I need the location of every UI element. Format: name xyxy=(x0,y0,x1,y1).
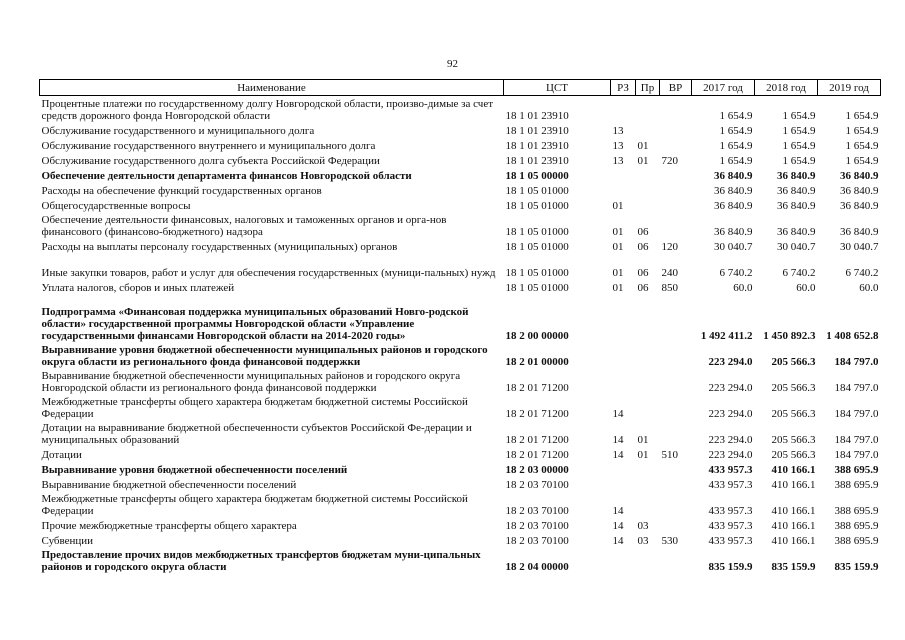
row-rz xyxy=(611,547,636,573)
row-rz xyxy=(611,342,636,368)
row-rz xyxy=(611,182,636,197)
header-2019: 2019 год xyxy=(818,80,881,96)
row-value-2018: 30 040.7 xyxy=(777,241,816,253)
row-cst: 18 1 01 23910 xyxy=(505,155,569,167)
row-value-2018: 36 840.9 xyxy=(777,200,816,212)
row-value-2017: 36 840.9 xyxy=(714,170,753,182)
row-pr xyxy=(636,96,660,123)
row-value-2019: 184 797.0 xyxy=(834,356,879,368)
row-vr xyxy=(660,197,692,212)
row-value-2018: 205 566.3 xyxy=(771,434,816,446)
row-vr xyxy=(660,368,692,394)
row-value-2018: 6 740.2 xyxy=(782,267,816,279)
row-value-2017: 223 294.0 xyxy=(708,408,753,420)
row-value-2018: 36 840.9 xyxy=(777,226,816,238)
header-rz: РЗ xyxy=(611,80,636,96)
row-cst: 18 1 01 23910 xyxy=(505,140,569,152)
row-vr xyxy=(660,167,692,182)
row-rz: 13 xyxy=(612,125,624,137)
row-cst: 18 2 00 00000 xyxy=(505,330,569,342)
row-value-2019: 388 695.9 xyxy=(834,479,879,491)
row-rz: 14 xyxy=(612,434,624,446)
row-rz: 14 xyxy=(612,449,624,461)
row-value-2018: 1 450 892.3 xyxy=(763,330,816,342)
table-body xyxy=(40,96,881,574)
row-vr xyxy=(660,420,692,446)
row-value-2018: 36 840.9 xyxy=(777,185,816,197)
row-vr xyxy=(660,294,692,342)
row-name: Выравнивание бюджетной обеспеченности муниципальных районов и городского округа Новгородской области из регионального фонда финансовой поддержки xyxy=(41,370,461,394)
row-pr xyxy=(636,461,660,476)
budget-table xyxy=(39,79,881,573)
row-cst: 18 2 03 70100 xyxy=(505,479,569,491)
row-name: Обеспечение деятельности финансовых, налоговых и таможенных органов и орга-нов финансового (финансово-бюджетного) надзора xyxy=(41,214,447,238)
row-pr: 03 xyxy=(637,535,649,547)
row-value-2017: 433 957.3 xyxy=(708,464,753,476)
row-cst: 18 2 04 00000 xyxy=(505,561,569,573)
table-row xyxy=(40,446,881,461)
row-vr xyxy=(660,491,692,517)
row-value-2019: 6 740.2 xyxy=(845,267,879,279)
table-row xyxy=(40,253,881,279)
row-rz: 13 xyxy=(612,155,624,167)
row-value-2018: 1 654.9 xyxy=(782,125,816,137)
row-value-2019: 1 654.9 xyxy=(845,140,879,152)
row-value-2019: 184 797.0 xyxy=(834,408,879,420)
row-rz: 01 xyxy=(612,226,624,238)
row-value-2018: 205 566.3 xyxy=(771,356,816,368)
row-cst: 18 1 05 01000 xyxy=(505,200,569,212)
header-cst: ЦСТ xyxy=(504,80,611,96)
row-cst: 18 2 01 00000 xyxy=(505,356,569,368)
row-value-2017: 223 294.0 xyxy=(708,382,753,394)
row-value-2018: 410 166.1 xyxy=(771,535,816,547)
row-value-2017: 30 040.7 xyxy=(714,241,753,253)
header-pr: Пр xyxy=(636,80,660,96)
row-value-2018: 1 654.9 xyxy=(782,110,816,122)
row-name: Обслуживание государственного внутреннего и муниципального долга xyxy=(41,140,376,152)
row-value-2017: 835 159.9 xyxy=(708,561,753,573)
row-name: Дотации на выравнивание бюджетной обеспеченности субъектов Российской Фе-дерации и муниципальных образований xyxy=(41,422,472,446)
row-cst: 18 2 01 71200 xyxy=(505,408,569,420)
row-value-2019: 184 797.0 xyxy=(834,434,879,446)
page-number: 92 xyxy=(447,58,458,70)
table-row xyxy=(40,122,881,137)
row-value-2017: 433 957.3 xyxy=(708,535,753,547)
table-row xyxy=(40,491,881,517)
table-row xyxy=(40,182,881,197)
row-cst: 18 1 01 23910 xyxy=(505,125,569,137)
row-value-2019: 1 654.9 xyxy=(845,110,879,122)
row-name: Уплата налогов, сборов и иных платежей xyxy=(41,282,235,294)
row-value-2017: 36 840.9 xyxy=(714,200,753,212)
row-value-2017: 1 654.9 xyxy=(719,155,753,167)
row-value-2019: 60.0 xyxy=(859,282,879,294)
row-value-2017: 1 492 411.2 xyxy=(700,330,753,342)
row-rz: 14 xyxy=(612,520,624,532)
row-rz xyxy=(611,96,636,123)
row-pr: 06 xyxy=(637,282,649,294)
row-value-2018: 410 166.1 xyxy=(771,464,816,476)
row-value-2018: 1 654.9 xyxy=(782,155,816,167)
row-pr xyxy=(636,294,660,342)
table-row xyxy=(40,96,881,123)
table-row xyxy=(40,368,881,394)
row-rz: 14 xyxy=(612,408,624,420)
row-rz xyxy=(611,294,636,342)
row-pr: 06 xyxy=(637,241,649,253)
row-value-2017: 1 654.9 xyxy=(719,125,753,137)
row-name: Прочие межбюджетные трансферты общего характера xyxy=(41,520,297,532)
row-value-2019: 1 654.9 xyxy=(845,125,879,137)
row-name: Общегосударственные вопросы xyxy=(41,200,191,212)
row-name: Иные закупки товаров, работ и услуг для обеспечения государственных (муници-пальных) нужд xyxy=(41,267,496,279)
row-value-2018: 410 166.1 xyxy=(771,520,816,532)
row-rz xyxy=(611,461,636,476)
row-value-2019: 36 840.9 xyxy=(840,170,879,182)
row-name: Обслуживание государственного и муниципального долга xyxy=(41,125,315,137)
row-rz xyxy=(611,368,636,394)
row-value-2019: 1 654.9 xyxy=(845,155,879,167)
row-name: Выравнивание бюджетной обеспеченности поселений xyxy=(41,479,297,491)
table-row xyxy=(40,197,881,212)
row-vr: 530 xyxy=(661,535,678,547)
row-rz: 13 xyxy=(612,140,624,152)
row-name: Подпрограмма «Финансовая поддержка муниципальных образований Новго-родской области» государственной программы Новгородской области «Управление государственными финансами Новгородской области на 2014-2020 годы» xyxy=(41,306,469,342)
row-vr xyxy=(660,461,692,476)
header-2018: 2018 год xyxy=(755,80,818,96)
row-cst: 18 2 03 70100 xyxy=(505,505,569,517)
row-vr xyxy=(660,517,692,532)
row-name: Расходы на обеспечение функций государственных органов xyxy=(41,185,322,197)
row-name: Межбюджетные трансферты общего характера бюджетам бюджетной системы Российской Федерации xyxy=(41,493,468,517)
row-pr: 01 xyxy=(637,434,649,446)
row-vr xyxy=(660,96,692,123)
row-cst: 18 1 05 01000 xyxy=(505,226,569,238)
table-row xyxy=(40,394,881,420)
row-vr xyxy=(660,547,692,573)
row-value-2019: 36 840.9 xyxy=(840,185,879,197)
row-pr: 03 xyxy=(637,520,649,532)
row-value-2017: 36 840.9 xyxy=(714,185,753,197)
row-value-2017: 223 294.0 xyxy=(708,434,753,446)
header-name: Наименование xyxy=(40,80,504,96)
row-vr xyxy=(660,122,692,137)
row-vr xyxy=(660,212,692,238)
row-cst: 18 2 03 00000 xyxy=(505,464,569,476)
header-2017: 2017 год xyxy=(692,80,755,96)
header-vr: ВР xyxy=(660,80,692,96)
row-value-2017: 433 957.3 xyxy=(708,479,753,491)
row-value-2019: 388 695.9 xyxy=(834,464,879,476)
row-pr xyxy=(636,476,660,491)
table-row xyxy=(40,294,881,342)
row-pr xyxy=(636,342,660,368)
table-row xyxy=(40,137,881,152)
row-vr xyxy=(660,342,692,368)
row-pr xyxy=(636,167,660,182)
row-cst: 18 1 05 00000 xyxy=(505,170,569,182)
table-row xyxy=(40,461,881,476)
row-cst: 18 2 01 71200 xyxy=(505,382,569,394)
table-row xyxy=(40,547,881,573)
row-cst: 18 1 05 01000 xyxy=(505,282,569,294)
row-vr: 510 xyxy=(661,449,678,461)
row-pr xyxy=(636,182,660,197)
row-cst: 18 1 01 23910 xyxy=(505,110,569,122)
row-name: Выравнивание уровня бюджетной обеспеченности поселений xyxy=(41,464,348,476)
row-cst: 18 2 03 70100 xyxy=(505,520,569,532)
row-rz: 14 xyxy=(612,505,624,517)
row-name: Выравнивание уровня бюджетной обеспеченности муниципальных районов и городского округа области из регионального фонда финансовой поддержки xyxy=(41,344,488,368)
row-value-2017: 6 740.2 xyxy=(719,267,753,279)
table-row xyxy=(40,238,881,253)
row-vr xyxy=(660,394,692,420)
row-vr: 720 xyxy=(661,155,678,167)
row-pr xyxy=(636,368,660,394)
row-value-2018: 410 166.1 xyxy=(771,505,816,517)
row-value-2019: 184 797.0 xyxy=(834,449,879,461)
row-pr xyxy=(636,197,660,212)
row-pr xyxy=(636,547,660,573)
table-header-row xyxy=(40,80,881,96)
row-rz: 01 xyxy=(612,241,624,253)
row-vr: 240 xyxy=(661,267,678,279)
table-row xyxy=(40,476,881,491)
row-cst: 18 2 03 70100 xyxy=(505,535,569,547)
row-cst: 18 1 05 01000 xyxy=(505,267,569,279)
row-name: Субвенции xyxy=(41,535,94,547)
row-vr: 120 xyxy=(661,241,678,253)
row-cst: 18 1 05 01000 xyxy=(505,185,569,197)
row-vr xyxy=(660,182,692,197)
row-name: Межбюджетные трансферты общего характера бюджетам бюджетной системы Российской Федерации xyxy=(41,396,468,420)
row-value-2019: 30 040.7 xyxy=(840,241,879,253)
row-pr: 06 xyxy=(637,226,649,238)
row-cst: 18 2 01 71200 xyxy=(505,449,569,461)
row-rz: 01 xyxy=(612,200,624,212)
row-cst: 18 2 01 71200 xyxy=(505,434,569,446)
row-name: Дотации xyxy=(41,449,82,461)
row-value-2019: 388 695.9 xyxy=(834,520,879,532)
row-rz: 14 xyxy=(612,535,624,547)
row-value-2019: 835 159.9 xyxy=(834,561,879,573)
row-rz: 01 xyxy=(612,267,624,279)
row-value-2018: 205 566.3 xyxy=(771,449,816,461)
row-pr xyxy=(636,491,660,517)
row-value-2017: 1 654.9 xyxy=(719,110,753,122)
row-cst: 18 1 05 01000 xyxy=(505,241,569,253)
row-value-2018: 410 166.1 xyxy=(771,479,816,491)
row-value-2017: 36 840.9 xyxy=(714,226,753,238)
table-row xyxy=(40,279,881,294)
table-row xyxy=(40,342,881,368)
row-rz xyxy=(611,476,636,491)
row-value-2017: 223 294.0 xyxy=(708,449,753,461)
row-value-2019: 36 840.9 xyxy=(840,226,879,238)
row-vr xyxy=(660,476,692,491)
table-row xyxy=(40,420,881,446)
row-name: Расходы на выплаты персоналу государственных (муниципальных) органов xyxy=(41,241,398,253)
row-value-2017: 433 957.3 xyxy=(708,505,753,517)
row-value-2019: 1 408 652.8 xyxy=(826,330,879,342)
table-row xyxy=(40,152,881,167)
row-rz xyxy=(611,167,636,182)
row-value-2018: 835 159.9 xyxy=(771,561,816,573)
table-row xyxy=(40,532,881,547)
row-value-2017: 60.0 xyxy=(733,282,753,294)
row-pr: 06 xyxy=(637,267,649,279)
row-value-2018: 205 566.3 xyxy=(771,382,816,394)
row-name: Обеспечение деятельности департамента финансов Новгородской области xyxy=(41,170,412,182)
row-value-2017: 223 294.0 xyxy=(708,356,753,368)
row-value-2019: 36 840.9 xyxy=(840,200,879,212)
row-vr xyxy=(660,137,692,152)
row-value-2017: 1 654.9 xyxy=(719,140,753,152)
row-pr: 01 xyxy=(637,449,649,461)
table-row xyxy=(40,167,881,182)
row-pr: 01 xyxy=(637,140,649,152)
row-vr: 850 xyxy=(661,282,678,294)
row-value-2018: 1 654.9 xyxy=(782,140,816,152)
row-pr xyxy=(636,394,660,420)
row-name: Процентные платежи по государственному долгу Новгородской области, произво-димые за счет средств дорожного фонда Новгородской области xyxy=(41,98,494,122)
row-value-2018: 36 840.9 xyxy=(777,170,816,182)
row-value-2019: 388 695.9 xyxy=(834,535,879,547)
row-name: Обслуживание государственного долга субъекта Российской Федерации xyxy=(41,155,380,167)
row-rz: 01 xyxy=(612,282,624,294)
row-name: Предоставление прочих видов межбюджетных трансфертов бюджетам муни-ципальных районов и городского округа области xyxy=(41,549,481,573)
row-value-2019: 184 797.0 xyxy=(834,382,879,394)
table-row xyxy=(40,517,881,532)
table-row xyxy=(40,212,881,238)
row-value-2018: 60.0 xyxy=(796,282,816,294)
row-value-2018: 205 566.3 xyxy=(771,408,816,420)
row-value-2019: 388 695.9 xyxy=(834,505,879,517)
row-value-2017: 433 957.3 xyxy=(708,520,753,532)
row-pr xyxy=(636,122,660,137)
row-pr: 01 xyxy=(637,155,649,167)
